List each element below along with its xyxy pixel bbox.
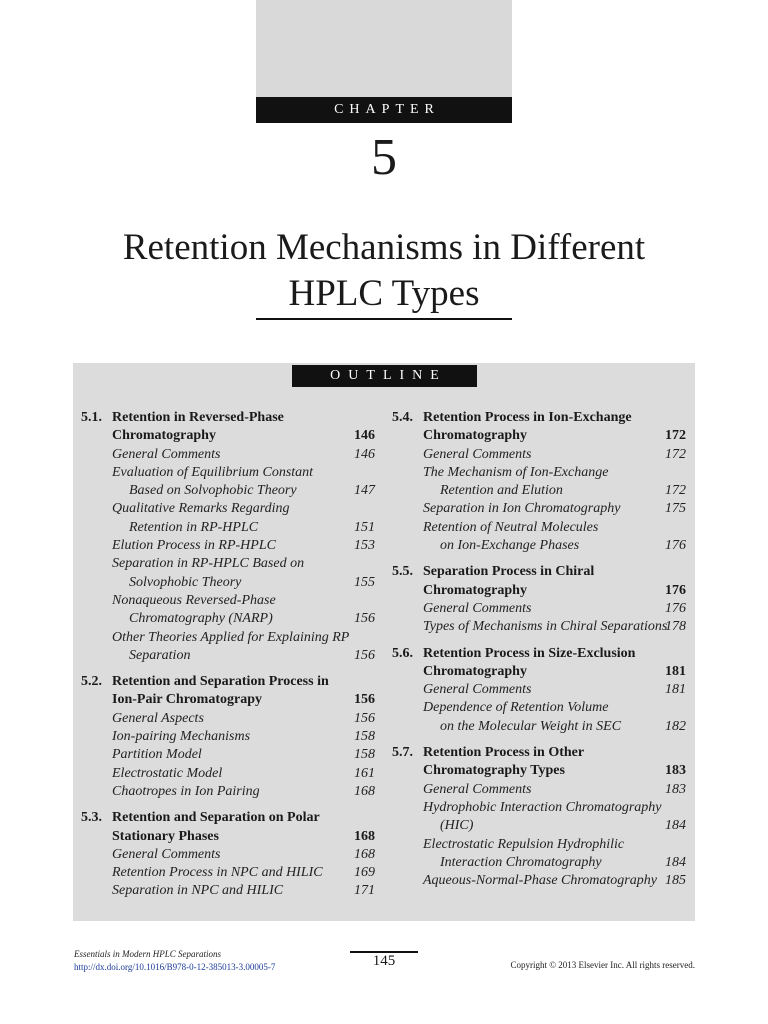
subsection-title: General Comments (423, 781, 532, 797)
subsection-title: General Comments (423, 600, 532, 616)
subsection-title: Types of Mechanisms in Chiral Separations (423, 619, 668, 635)
subsection-page: 156 (354, 647, 375, 663)
outline-subsection-row (81, 537, 375, 555)
subsection-page: 184 (665, 818, 686, 834)
outline-subsection-row (81, 519, 375, 537)
chapter-label: CHAPTER (334, 102, 440, 117)
outline-section (392, 563, 686, 636)
outline-subsection-row (81, 446, 375, 464)
subsection-page: 155 (354, 574, 375, 590)
outline-label: OUTLINE (330, 368, 447, 383)
subsection-page: 178 (665, 619, 686, 635)
section-title: Retention Process in Other (423, 745, 585, 761)
outline-subsection-row (81, 482, 375, 500)
subsection-title: Interaction Chromatography (440, 854, 602, 870)
subsection-page: 146 (354, 446, 375, 462)
subsection-title: on the Molecular Weight in SEC (440, 718, 622, 734)
outline-subsection-row (392, 500, 686, 518)
outline-section (81, 409, 375, 665)
section-title: Retention Process in Size-Exclusion (423, 645, 636, 661)
subsection-title: Retention and Elution (440, 483, 563, 499)
outline-section-title-row (392, 563, 686, 581)
section-page: 176 (665, 582, 686, 598)
outline-section-title-row (392, 582, 686, 600)
section-page: 181 (665, 663, 686, 679)
chapter-title (0, 225, 768, 317)
outline-subsection-row (392, 872, 686, 890)
subsection-page: 183 (665, 781, 686, 797)
outline-subsection-row (392, 836, 686, 854)
subsection-title: Nonaqueous Reversed-Phase (112, 592, 276, 608)
outline-subsection-row (392, 781, 686, 799)
subsection-title: on Ion-Exchange Phases (440, 538, 580, 554)
outline-label-bar (292, 365, 477, 387)
outline-subsection-row (392, 537, 686, 555)
subsection-title: General Comments (112, 846, 221, 862)
outline-subsection-row (81, 846, 375, 864)
subsection-page: 156 (354, 710, 375, 726)
subsection-page: 168 (354, 846, 375, 862)
outline-subsection-row (81, 464, 375, 482)
subsection-title: Evaluation of Equilibrium Constant (112, 464, 314, 480)
outline-section-title-row (392, 409, 686, 427)
outline-subsection-row (81, 765, 375, 783)
subsection-page: 156 (354, 611, 375, 627)
outline-subsection-row (81, 574, 375, 592)
outline-section-title-row (81, 691, 375, 709)
outline-subsection-row (392, 799, 686, 817)
section-number: 5.7. (392, 745, 413, 761)
outline-subsection-row (81, 710, 375, 728)
outline-box (73, 363, 695, 921)
footer-citation (74, 948, 275, 974)
section-page: 183 (665, 763, 686, 779)
outline-subsection-row (81, 882, 375, 900)
subsection-title: Other Theories Applied for Explaining RP (112, 629, 350, 645)
chapter-number: 5 (371, 129, 397, 186)
section-title: Chromatography Types (423, 763, 565, 779)
footer-copyright: Copyright © 2013 Elsevier Inc. All rights reserved. (510, 960, 695, 970)
subsection-title: Separation (129, 647, 191, 663)
outline-subsection-row (81, 783, 375, 801)
subsection-title: Electrostatic Model (112, 765, 223, 781)
subsection-title: Retention of Neutral Molecules (423, 519, 599, 535)
subsection-title: Based on Solvophobic Theory (129, 483, 297, 499)
subsection-page: 168 (354, 783, 375, 799)
outline-subsection-row (392, 482, 686, 500)
outline-subsection-row (81, 647, 375, 665)
subsection-page: 172 (665, 446, 686, 462)
subsection-title: General Aspects (112, 710, 204, 726)
subsection-page: 185 (665, 873, 686, 889)
section-title: Chromatography (423, 582, 527, 598)
outline-subsection-row (81, 728, 375, 746)
outline-section (81, 673, 375, 801)
subsection-page: 169 (354, 865, 375, 881)
subsection-title: Partition Model (112, 747, 202, 763)
outline-subsection-row (81, 746, 375, 764)
section-title: Ion-Pair Chromatograpy (112, 692, 262, 708)
outline-subsection-row (392, 600, 686, 618)
section-number: 5.2. (81, 674, 102, 690)
title-underline (256, 318, 512, 320)
section-number: 5.4. (392, 410, 413, 425)
subsection-page: 175 (665, 501, 686, 517)
outline-section (392, 744, 686, 890)
footer-doi-link[interactable]: http://dx.doi.org/10.1016/B978-0-12-385013-3.00005-7 (74, 962, 276, 972)
section-title: Retention in Reversed-Phase (112, 410, 284, 425)
chapter-label-bar (256, 97, 512, 123)
outline-subsection-row (392, 519, 686, 537)
subsection-title: General Comments (423, 682, 532, 698)
subsection-title: Separation in Ion Chromatography (423, 501, 621, 517)
page-number: 145 (372, 953, 396, 969)
outline-section-title-row (81, 409, 375, 427)
chapter-title-line-1: Retention Mechanisms in Different (122, 227, 646, 268)
subsection-title: Chaotropes in Ion Pairing (112, 783, 260, 799)
section-title: Chromatography (423, 428, 527, 444)
outline-subsection-row (81, 864, 375, 882)
subsection-title: Ion-pairing Mechanisms (112, 729, 251, 745)
subsection-title: General Comments (423, 446, 532, 462)
subsection-page: 153 (354, 538, 375, 554)
subsection-title: Separation in RP-HPLC Based on (112, 556, 305, 572)
section-page: 172 (665, 428, 686, 444)
section-number: 5.5. (392, 564, 413, 580)
outline-section (392, 409, 686, 555)
outline-subsection-row (392, 854, 686, 872)
subsection-title: Separation in NPC and HILIC (112, 883, 284, 899)
section-page: 156 (354, 692, 375, 708)
subsection-title: Retention Process in NPC and HILIC (112, 865, 323, 881)
section-page: 168 (354, 828, 375, 844)
subsection-title: Chromatography (NARP) (129, 611, 273, 627)
chapter-title-line-2: HPLC Types (288, 273, 480, 314)
section-title: Stationary Phases (112, 828, 219, 844)
subsection-page: 182 (665, 718, 686, 734)
subsection-page: 176 (665, 600, 686, 616)
outline-subsection-row (81, 629, 375, 647)
subsection-title: Dependence of Retention Volume (423, 700, 609, 716)
subsection-title: The Mechanism of Ion-Exchange (423, 464, 609, 480)
outline-right-column (392, 409, 686, 898)
outline-section-title-row (81, 828, 375, 846)
subsection-title: Solvophobic Theory (129, 574, 242, 590)
outline-section-title-row (392, 427, 686, 445)
outline-subsection-row (81, 592, 375, 610)
outline-subsection-row (392, 718, 686, 736)
outline-subsection-row (392, 699, 686, 717)
outline-subsection-row (392, 464, 686, 482)
subsection-title: Aqueous-Normal-Phase Chromatography (423, 873, 657, 889)
outline-section (392, 645, 686, 736)
outline-subsection-row (392, 618, 686, 636)
outline-subsection-row (392, 681, 686, 699)
outline-subsection-row (392, 446, 686, 464)
subsection-title: (HIC) (440, 818, 474, 834)
header-gray-block (256, 0, 512, 97)
section-title: Chromatography (112, 428, 216, 444)
section-page: 146 (354, 428, 375, 444)
subsection-page: 161 (354, 765, 375, 781)
section-title: Retention Process in Ion-Exchange (423, 410, 632, 425)
section-title: Separation Process in Chiral (423, 564, 595, 580)
subsection-title: Retention in RP-HPLC (129, 519, 259, 535)
outline-left-column (81, 409, 375, 909)
outline-subsection-row (81, 610, 375, 628)
subsection-page: 158 (354, 747, 375, 763)
outline-section (81, 809, 375, 900)
outline-section-title-row (81, 673, 375, 691)
subsection-title: Hydrophobic Interaction Chromatography (423, 799, 662, 815)
outline-subsection-row (392, 817, 686, 835)
outline-subsection-row (81, 500, 375, 518)
section-number: 5.1. (81, 410, 102, 425)
subsection-page: 172 (665, 483, 686, 499)
subsection-page: 158 (354, 729, 375, 745)
section-title: Chromatography (423, 663, 527, 679)
subsection-page: 184 (665, 854, 686, 870)
subsection-title: Elution Process in RP-HPLC (112, 538, 276, 554)
subsection-page: 147 (354, 483, 375, 499)
section-title: Retention and Separation on Polar (112, 810, 320, 826)
subsection-title: Electrostatic Repulsion Hydrophilic (423, 836, 625, 852)
subsection-title: Qualitative Remarks Regarding (112, 501, 290, 517)
outline-section-title-row (392, 744, 686, 762)
section-number: 5.6. (392, 645, 413, 661)
subsection-page: 176 (665, 538, 686, 554)
section-title: Retention and Separation Process in (112, 674, 329, 690)
section-number: 5.3. (81, 810, 102, 826)
outline-section-title-row (81, 809, 375, 827)
outline-section-title-row (392, 645, 686, 663)
outline-subsection-row (81, 555, 375, 573)
subsection-page: 171 (354, 883, 375, 899)
subsection-page: 181 (665, 682, 686, 698)
outline-section-title-row (392, 762, 686, 780)
subsection-title: General Comments (112, 446, 221, 462)
footer-book-title: Essentials in Modern HPLC Separations (74, 949, 222, 959)
subsection-page: 151 (354, 519, 375, 535)
outline-section-title-row (81, 427, 375, 445)
outline-section-title-row (392, 663, 686, 681)
